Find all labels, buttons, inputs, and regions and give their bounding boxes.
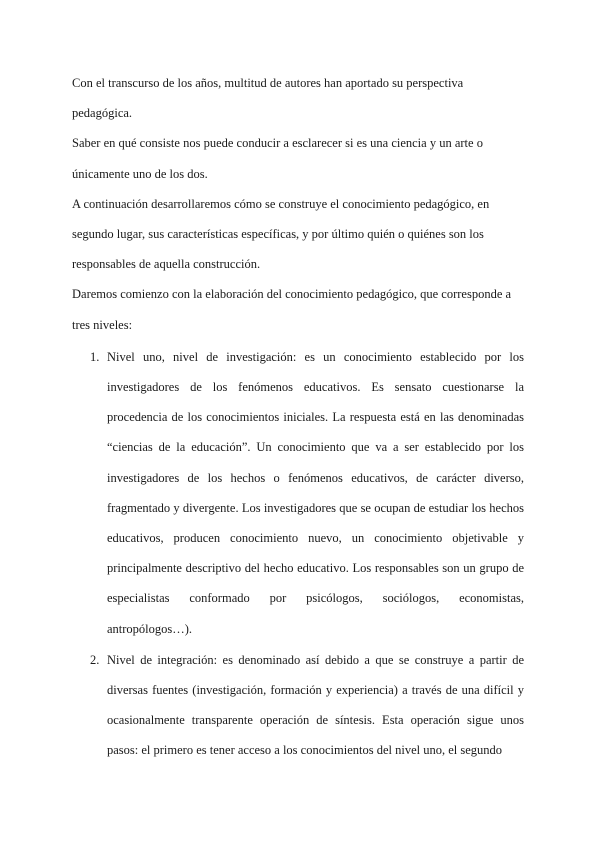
list-item <box>72 645 524 766</box>
paragraph-outline: A continuación desarrollaremos cómo se construye el conocimiento pedagógico, en segundo lugar, sus características específicas, y por último quién o quiénes son los responsables de aquella construcción. <box>72 196 490 272</box>
paragraph-levels-intro: Daremos comienzo con la elaboración del conocimiento pedagógico, que corresponde a tres niveles: <box>72 287 512 332</box>
paragraph-intro: Con el transcurso de los años, multitud de autores han aportado su perspectiva pedagógica. <box>72 76 464 121</box>
levels-list <box>72 342 524 766</box>
paragraph-question: Saber en qué consiste nos puede conducir a esclarecer si es una ciencia y un arte o únicamente uno de los dos. <box>72 136 483 181</box>
document-body <box>72 68 524 766</box>
list-item <box>72 342 524 644</box>
list-item-text: Nivel uno, nivel de investigación: es un conocimiento establecido por los investigadores de los fenómenos educativos. Es sensato cuestionarse la procedencia de los conocimientos iniciales. La respuesta está en las denominadas “ciencias de la educación”. Un conocimiento que va a ser establecido por los investigadores de los hechos o fenómenos educativos, de carácter diverso, fragmentado y divergente. Los investigadores que se ocupan de estudiar los hechos educativos, producen conocimiento nuevo, un conocimiento objetivable y principalmente descriptivo del hecho educativo. Los responsables son un grupo de especialistas conformado por psicólogos, sociólogos, economistas, antropólogos…). <box>107 349 524 636</box>
list-item-number: 2. <box>90 652 100 667</box>
list-item-number: 1. <box>90 349 100 364</box>
list-item-text: Nivel de integración: es denominado así debido a que se construye a partir de diversas fuentes (investigación, formación y experiencia) a través de una difícil y ocasionalmente transparente operación de síntesis. Esta operación sigue unos pasos: el primero es tener acceso a los conocimientos del nivel uno, el segundo <box>107 652 524 758</box>
